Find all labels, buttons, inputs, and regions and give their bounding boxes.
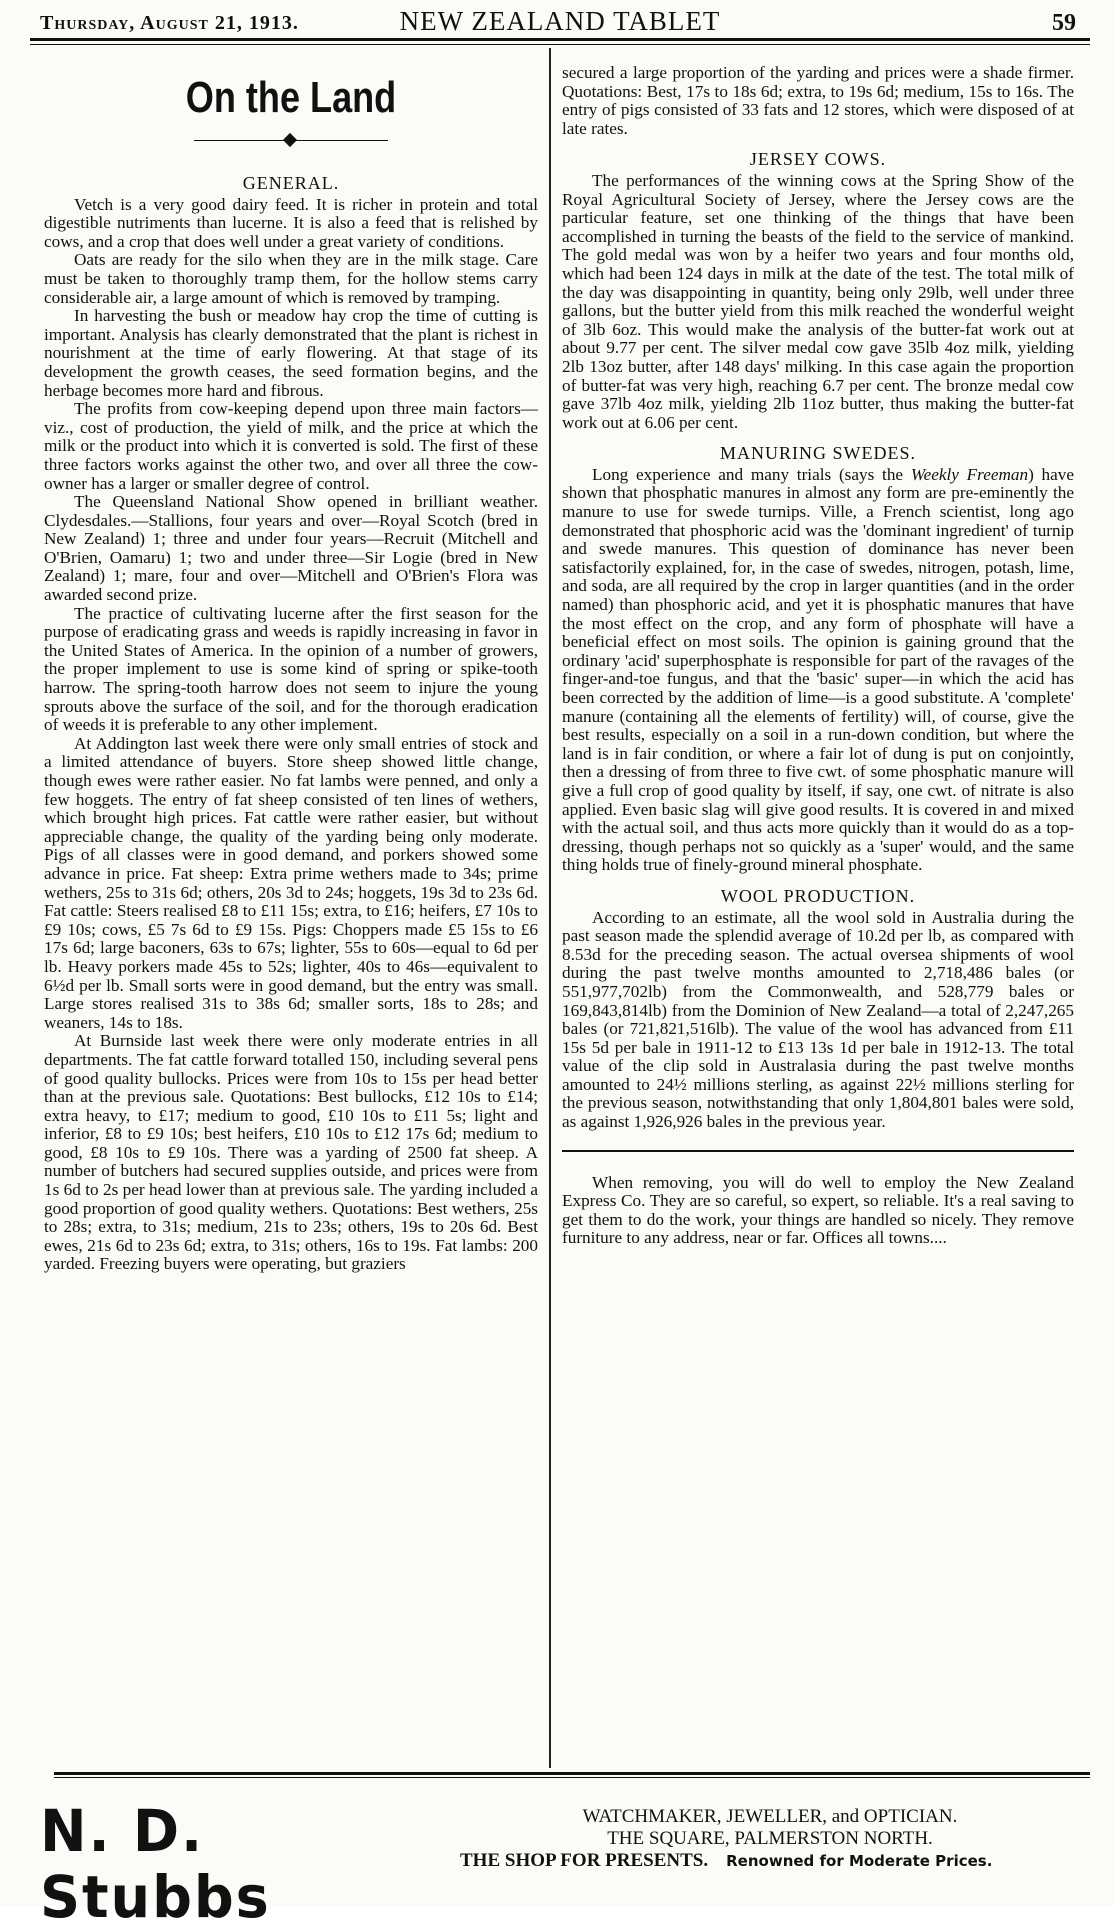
general-heading: GENERAL. <box>242 173 340 193</box>
swedes-heading: MANURING SWEDES. <box>720 443 916 464</box>
article-paragraph: The Queensland National Show opened in brilliant weather. Clydesdales.—Stallions, four years and over—Royal Scotch (bred in New Zealand) 1; three and under four years—Recruit (Mitchell and O'Brien, Oamaru) 1; two and under three—Sir Logie (bred in New Zealand) 1; mare, four and over—Mitchell and O'Brien's Flora was awarded second prize. <box>44 492 538 605</box>
notice-paragraph: When removing, you will do well to employ the New Zealand Express Co. They are so careful, so expert, so reliable. It's a real saving to get them to do the work, your things are handled so nicely. They remove furniture to any address, near or far. Offices all towns.... <box>562 1172 1074 1248</box>
paper-name: NEW ZEALAND TABLET <box>399 6 721 36</box>
article-paragraph: At Burnside last week there were only moderate entries in all departments. The fat cattle forward totalled 150, including several pens of good quality bullocks. Prices were from 10s to 15s per head better than at the previous sale. Quotations: Best bullocks, £12 10s to £14; extra heavy, to £17; medium to good, £10 10s to £11 5s; light and inferior, £8 to £9 10s; best heifers, £10 10s to £12 17s 6d; medium to good, £8 10s to £9 10s. There was a yarding of 2500 fat sheep. A number of butchers had secured supplies outside, and prices were from 1s 6d to 2s per head lower than at previous sale. The yarding included a good proportion of good quality wethers. Quotations: Best wethers, 25s to 28s; extra, to 31s; medium, 21s to 23s; others, 19s to 20s 6d. Best ewes, 21s 6d to 23s 6d; extra, to 31s; others, 16s to 19s. Fat lambs: 200 yarded. Freezing buyers were operating, but graziers <box>44 1031 538 1274</box>
swedes-source: Weekly Freeman <box>910 464 1029 484</box>
article-paragraph: Vetch is a very good dairy feed. It is richer in protein and total digestible nutriments than lucerne. It is also a feed that is relished by cows, and a crop that does well under a great variety of conditions. <box>44 194 538 251</box>
footer-rule <box>54 1772 1090 1775</box>
diamond-icon <box>283 133 297 147</box>
swedes-paragraph <box>562 466 1074 875</box>
jersey-heading: JERSEY COWS. <box>749 149 887 170</box>
wool-heading: WOOL PRODUCTION. <box>720 885 916 906</box>
article-paragraph: Oats are ready for the silo when they are in the milk stage. Care must be taken to thoroughly tramp them, for the hollow stems carry considerable air, a large amount of which is removed by tramping. <box>44 250 538 307</box>
advert-shop-text: THE SHOP FOR PRESENTS. <box>460 1850 709 1871</box>
jersey-paragraph: The performances of the winning cows at the Spring Show of the Royal Agricultural Society of Jersey, where the Jersey cows are the particular feature, set one thinking of the things that have been accomplished in turning the beasts of the field to the service of mankind. The gold medal was won by a heifer two years and four months old, which had been 124 days in milk at the date of the test. The total milk of the day was disappointing in quantity, being only 29lb, well under three gallons, but the butter yield from this milk reached the wonderful weight of 3lb 6oz. This would make the analysis of the butter-fat work out at about 9.77 per cent. The silver medal cow gave 35lb 4oz milk, yielding 2lb 13oz butter, after 148 days' milking. In this case again the proportion of butter-fat was very high, reaching 6.7 per cent. The bronze medal cow gave 37lb 4oz milk, yielding 2lb 11oz butter, thus making the butter-fat work out at 6.06 per cent. <box>562 170 1074 432</box>
advert-name: N. D. Stubbs <box>40 1797 271 1931</box>
express-notice <box>562 1150 1074 1248</box>
masthead-rule-thin <box>30 44 1090 45</box>
page-number: 59 <box>1052 10 1076 36</box>
column-divider <box>549 48 551 1768</box>
left-column <box>44 60 538 1274</box>
article-paragraph: In harvesting the bush or meadow hay crop the time of cutting is important. Analysis has clearly demonstrated that the plant is richest in nourishment at the time of early flowering. At that stage of its development the growth ceases, the seed formation begins, and the herbage becomes more hard and fibrous. <box>44 306 538 400</box>
article-paragraph: The practice of cultivating lucerne after the first season for the purpose of eradicating grass and weeds is rapidly increasing in favor in the United States of America. In the opinion of a number of growers, the proper implement to use is some kind of spring or spike-tooth harrow. The spring-tooth harrow does not seem to injure the young sprouts above the surface of the soil, and for the thorough eradication of weeds it is preferable to any other implement. <box>44 603 538 735</box>
swedes-lead: Long experience and many trials (says the <box>592 464 904 484</box>
article-paragraph: At Addington last week there were only small entries of stock and a limited attendance of buyers. Store sheep showed little change, though ewes were rather easier. No fat lambs were penned, and only a few hoggets. The entry of fat sheep consisted of ten lines of wethers, which brought high prices. Fat cattle were rather easier, but without appreciable change, the quality of the yarding being only moderate. Pigs of all classes were in good demand, and porkers showed some advance in price. Fat sheep: Extra prime wethers made to 34s; prime wethers, 25s to 31s 6d; others, 20s 3d to 24s; hoggets, 19s 3d to 23s 6d. Fat cattle: Steers realised £8 to £11 15s; extra, to £16; heifers, £7 10s to £9 10s; cows, £5 7s 6d to £9 15s. Pigs: Choppers made £5 15s to £6 17s 6d; large baconers, 63s to 67s; lighter, 55s to 60s—equal to 6d per lb. Heavy porkers made 45s to 52s; lighter, 40s to 46s—equivalent to 6½d per lb. Small sorts were in good demand, but the entry was small. Large stores realised 31s to 38s 6d; smaller sorts, 18s to 28s; and weaners, 14s to 18s. <box>44 733 538 1032</box>
advert-tagline: Renowned for Moderate Prices. <box>726 1852 993 1870</box>
masthead-rule <box>30 38 1090 41</box>
advert-line-address: THE SQUARE, PALMERSTON NORTH. <box>607 1828 933 1849</box>
issue-date: Thursday, August 21, 1913. <box>40 12 299 34</box>
footer-rule-thin <box>54 1777 1090 1778</box>
swedes-body: ) have shown that phosphatic manures in almost any form are pre-eminently the manure to use for swede turnips. Ville, a French scientist, long ago demonstrated that phosphoric acid was the 'dominant ingredient' of turnip and swede manures. This question of dominance has never been satisfactorily explained, for, in the case of swedes, nitrogen, potash, lime, and soda, are all required by the crop in larger quantities (and in the order named) than phosphoric acid, and yet it is phosphatic manures that have the most effect on the crop, and any form of phosphate will have a beneficial effect on most soils. The opinion is gaining ground that the ordinary 'acid' superphosphate is responsible for part of the ravages of the finger-and-toe fungus, and that the 'basic' super—in which the acid has been corrected by the addition of lime—is a good substitute. A 'complete' manure (containing all the elements of fertility) will, of course, give the best results, especially on a soil in a run-down condition, but where the land is in fair condition, or where a fair lot of dung is put on conjointly, then a dressing of from three to five cwt. of some phosphatic manure will give a full crop of good quality by itself, if say, one cwt. of nitrate is also applied. Even basic slag will give good results. It is covered in and mixed with the actual soil, and thus acts more quickly than it would do as a top-dressing, though perhaps not so quickly as a 'super' would, and the same thing holds true of finely-ground mineral phosphate. <box>562 464 1075 875</box>
article-paragraph: The profits from cow-keeping depend upon three main factors—viz., cost of production, the yield of milk, and the price at which the milk or the product into which it is converted is sold. The first of these three factors works against the other two, and over all three the cow-owner has a larger or smaller degree of control. <box>44 399 538 493</box>
right-column <box>562 64 1074 1248</box>
title-ornament <box>44 132 538 150</box>
continued-paragraph: secured a large proportion of the yarding and prices were a shade firmer. Quotations: Best, 17s to 18s 6d; extra, to 19s 6d; medium, 15s to 16s. The entry of pigs consisted of 33 fats and 12 stores, which were disposed of at late rates. <box>562 63 1074 138</box>
advert-line-trade: WATCHMAKER, JEWELLER, and OPTICIAN. <box>582 1806 958 1827</box>
masthead <box>30 6 1090 36</box>
advert-line-shop <box>460 1850 1080 1872</box>
wool-paragraph: According to an estimate, all the wool sold in Australia during the past season made the splendid average of 10.2d per lb, as compared with 8.53d for the preceding season. The actual oversea shipments of wool during the past twelve months amounted to 2,718,486 bales (or 551,977,702lb) from the Commonwealth, and 528,779 bales or 169,843,814lb) from the Dominion of New Zealand—a total of 2,247,265 bales (or 721,821,516lb). The value of the wool has advanced from £11 15s 5d per bale in 1911-12 to £13 13s 1d per bale in 1912-13. The total value of the clip sold in Australasia during the past twelve months amounted to 24½ millions sterling, as against 22½ millions sterling for the previous season, notwithstanding that only 1,804,801 bales were sold, as against 1,926,926 bales in the previous year. <box>562 907 1074 1132</box>
advert-details <box>460 1806 1080 1872</box>
section-title: On the Land <box>185 73 397 122</box>
